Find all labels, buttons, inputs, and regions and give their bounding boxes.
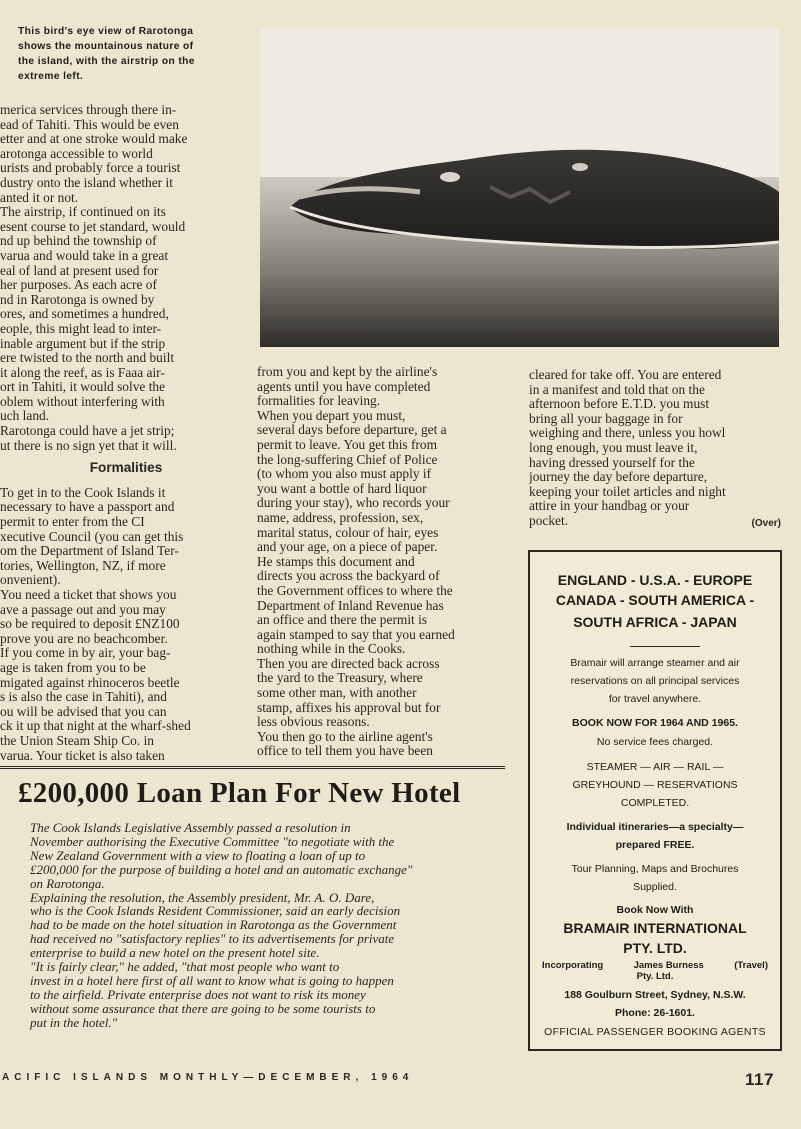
text-line: permit to leave. You get this from <box>257 437 438 452</box>
text-line: attire in your handbag or your <box>529 499 690 514</box>
section-divider <box>0 766 505 769</box>
text-line: esent course to jet standard, would <box>0 219 186 234</box>
text-line: to the airfield. Private enterprise does not want to risk its money <box>30 986 366 1002</box>
text-line: ut there is no sign yet that it will. <box>0 438 177 453</box>
text-line: who is the Cook Islands Resident Commissioner, said an early decision <box>30 903 401 919</box>
column-1-text-top <box>0 103 252 453</box>
ad-tour-line: Tour Planning, Maps and Brochures <box>571 863 739 875</box>
ad-incorp-left: Incorporating <box>542 960 604 971</box>
ad-itin-line: Individual itineraries—a specialty— <box>566 821 744 833</box>
text-line: tories, Wellington, NZ, if more <box>0 558 166 573</box>
ad-no-fees: No service fees charged. <box>596 736 714 748</box>
text-line: name, address, profession, sex, <box>257 510 424 525</box>
text-line-end: pocket. <box>529 513 569 528</box>
text-line: put in the hotel." <box>30 1014 118 1030</box>
island-aerial-photo <box>260 27 779 347</box>
ad-company-line: PTY. LTD. <box>623 940 687 956</box>
text-line: inable argument but if the strip <box>0 336 166 351</box>
text-line: again stamped to say that you earned <box>257 627 455 642</box>
ad-phone: Phone: 26-1601. <box>615 1007 695 1019</box>
text-line: Explaining the resolution, the Assembly president, Mr. A. O. Dare, <box>30 889 375 905</box>
text-line: less obvious reasons. <box>257 715 370 730</box>
text-line: you want a bottle of hard liquor <box>257 481 427 496</box>
text-line: uch land. <box>0 409 50 424</box>
text-line: the long-suffering Chief of Police <box>257 452 438 467</box>
ad-book-with: Book Now With <box>616 904 694 916</box>
text-line: without some assurance that there are going to be some tourists to <box>30 1000 376 1016</box>
text-line: bring all your baggage in for <box>529 411 683 426</box>
text-line: weighing and there, unless you howl <box>529 426 726 441</box>
ad-modes-line: GREYHOUND — RESERVATIONS <box>572 779 738 791</box>
text-line: the Union Steam Ship Co. in <box>0 733 154 748</box>
text-line: nd in Rarotonga is owned by <box>0 292 155 307</box>
ad-company-name <box>530 918 780 958</box>
text-line: cleared for take off. You are entered <box>529 368 722 382</box>
ad-itin-line: prepared FREE. <box>615 839 695 851</box>
text-line: marital status, colour of hair, eyes <box>257 525 439 540</box>
text-line: and your age, on a piece of paper. <box>257 540 438 555</box>
text-line: having dressed yourself for the <box>529 455 695 470</box>
ad-book-now: BOOK NOW FOR 1964 AND 1965. <box>572 717 738 729</box>
ad-incorporating-row <box>530 960 780 971</box>
text-line: had received no "satisfactory replies" to its advertisements for private <box>30 931 395 947</box>
text-line: arotonga accessible to world <box>0 146 153 161</box>
text-line: urists and probably force a tourist <box>0 161 181 176</box>
ad-modes-line: COMPLETED. <box>620 797 690 809</box>
ad-itineraries <box>530 818 780 854</box>
text-line: keeping your toilet articles and night <box>529 484 726 499</box>
caption-line: This bird's eye view of Rarotonga <box>18 26 194 37</box>
text-line: s is also the case in Tahiti), and <box>0 690 167 705</box>
text-line: nothing while in the Cooks. <box>257 642 406 657</box>
text-line: prove you are no beachcomber. <box>0 631 168 646</box>
photo-caption <box>18 24 248 84</box>
page-footer <box>0 1068 801 1098</box>
ad-tour-line: Supplied. <box>633 881 677 893</box>
bramair-advertisement <box>528 550 782 1051</box>
text-line: eople, this might lead to inter- <box>0 321 162 336</box>
text-line: ou will be advised that you can <box>0 704 167 719</box>
text-line: To get in to the Cook Islands it <box>0 485 166 500</box>
text-line: some other man, with another <box>257 686 417 701</box>
text-line: enterprise to build a new hotel on the present hotel site. <box>30 945 320 961</box>
ad-incorporating <box>530 960 780 982</box>
text-line: so be required to deposit £NZ100 <box>0 617 180 632</box>
text-line: formalities for leaving. <box>257 394 381 409</box>
text-line: long enough, you must leave it, <box>529 440 698 455</box>
text-line: £200,000 for the purpose of building a hotel and an automatic exchange" <box>30 861 413 877</box>
text-line: anted it or not. <box>0 190 79 205</box>
text-line: varua and would take in a great <box>0 248 169 263</box>
text-line: on Rarotonga. <box>30 875 105 891</box>
text-line: etter and at one stroke would make <box>0 132 188 147</box>
text-line: an office and there the permit is <box>257 613 428 628</box>
ad-company-line: BRAMAIR INTERNATIONAL <box>563 920 747 936</box>
text-line: The Cook Islands Legislative Assembly passed a resolution in <box>30 820 351 835</box>
text-line: ead of Tahiti. This would be even <box>0 117 179 132</box>
text-line: The airstrip, if continued on its <box>0 205 166 220</box>
text-line: during your stay), who records your <box>257 496 450 511</box>
text-line: eal of land at present used for <box>0 263 159 278</box>
text-line: om the Department of Island Ter- <box>0 544 179 559</box>
ad-intro <box>530 654 780 708</box>
loan-article-body <box>30 821 492 1030</box>
text-line: ave a passage out and you may <box>0 602 166 617</box>
text-line: oblem without interfering with <box>0 394 165 409</box>
ad-modes-line: STEAMER — AIR — RAIL — <box>586 761 724 773</box>
text-line: "It is fairly clear," he added, "that most people who want to <box>30 959 340 975</box>
ad-headline-line: CANADA - SOUTH AMERICA - <box>555 592 755 608</box>
ad-headline <box>530 570 780 632</box>
text-line: ck it up that night at the wharf-shed <box>0 719 191 734</box>
text-line: If you come in by air, your bag- <box>0 646 171 661</box>
text-line: New Zealand Government with a view to floating a loan of up to <box>30 847 366 863</box>
island-photo-graphic <box>260 27 779 347</box>
text-line: her purposes. As each acre of <box>0 278 157 293</box>
text-line: the Government offices to where the <box>257 583 453 598</box>
text-line: migated against rhinoceros beetle <box>0 675 180 690</box>
continued-marker: (Over) <box>751 517 781 529</box>
text-line: nd up behind the township of <box>0 234 157 249</box>
running-head: ACIFIC ISLANDS MONTHLY—DECEMBER, 1964 <box>2 1072 414 1083</box>
article-column-1 <box>0 103 252 763</box>
ad-rule <box>630 646 700 647</box>
ad-intro-line: Bramair will arrange steamer and air <box>570 657 740 669</box>
text-line: November authorising the Executive Committee "to negotiate with the <box>30 833 395 849</box>
text-line: You need a ticket that shows you <box>0 588 177 602</box>
ad-incorp-right: (Travel) <box>734 960 768 971</box>
text-line: onvenient). <box>0 573 61 588</box>
ad-tour-planning <box>530 860 780 896</box>
text-line: When you depart you must, <box>257 408 406 423</box>
ad-intro-line: reservations on all principal services <box>570 675 740 687</box>
section-heading-formalities: Formalities <box>89 460 163 476</box>
text-line: ere twisted to the north and built <box>0 351 175 366</box>
text-line: stamp, affixes his approval but for <box>257 700 441 715</box>
text-line: He stamps this document and <box>257 554 415 569</box>
page-number: 117 <box>745 1070 774 1089</box>
ad-headline-line: ENGLAND - U.S.A. - EUROPE <box>557 572 753 588</box>
ad-incorp-mid: James Burness <box>633 960 704 971</box>
text-line: directs you across the backyard of <box>257 569 440 584</box>
text-line: from you and kept by the airline's <box>257 365 438 379</box>
caption-line: the island, with the airstrip on the <box>18 56 195 67</box>
ad-incorp-mid2: Pty. Ltd. <box>636 971 674 982</box>
text-line: age is taken from you to be <box>0 660 146 675</box>
ad-intro-line: for travel anywhere. <box>608 693 702 705</box>
text-line: several days before departure, get a <box>257 423 447 438</box>
text-line: afternoon before E.T.D. you must <box>529 397 710 412</box>
text-line: varua. Your ticket is also taken <box>0 748 165 763</box>
text-line: had to be made on the hotel situation in Rarotonga as the Government <box>30 917 397 933</box>
text-line: in a manifest and told that on the <box>529 382 705 397</box>
article-column-3 <box>529 368 781 532</box>
text-line: Rarotonga could have a jet strip; <box>0 424 175 439</box>
text-line: it along the reef, as is Faaa air- <box>0 365 165 380</box>
article-column-2 <box>257 365 509 759</box>
ad-address: 188 Goulburn Street, Sydney, N.S.W. <box>564 989 746 1001</box>
text-line: journey the day before departure, <box>529 470 708 485</box>
column-1-text-bottom <box>0 486 252 763</box>
text-line: xecutive Council (you can get this <box>0 529 184 544</box>
text-line: Then you are directed back across <box>257 656 440 671</box>
ad-agents: OFFICIAL PASSENGER BOOKING AGENTS <box>544 1026 766 1038</box>
text-line: necessary to have a passport and <box>0 500 175 515</box>
caption-line: extreme left. <box>18 71 84 82</box>
text-line: office to tell them you have been <box>257 744 434 759</box>
text-line: ores, and sometimes a hundred, <box>0 307 169 322</box>
text-line: permit to enter from the CI <box>0 515 145 530</box>
ad-modes <box>530 758 780 812</box>
ad-headline-line: SOUTH AFRICA - JAPAN <box>573 614 737 630</box>
text-line: Department of Inland Revenue has <box>257 598 444 613</box>
text-line: ort in Tahiti, it would solve the <box>0 380 166 395</box>
text-line: (to whom you also must apply if <box>257 467 432 482</box>
text-line: agents until you have completed <box>257 379 431 394</box>
text-line: invest in a hotel here first of all want to know what is going to happen <box>30 972 394 988</box>
text-line: dustry onto the island whether it <box>0 175 173 190</box>
text-line: You then go to the airline agent's <box>257 729 433 744</box>
caption-line: shows the mountainous nature of <box>18 41 194 52</box>
text-line: the yard to the Treasury, where <box>257 671 423 686</box>
text-line <box>529 514 781 532</box>
loan-article-headline: £200,000 Loan Plan For New Hotel <box>18 777 461 809</box>
text-line: merica services through there in- <box>0 103 177 117</box>
